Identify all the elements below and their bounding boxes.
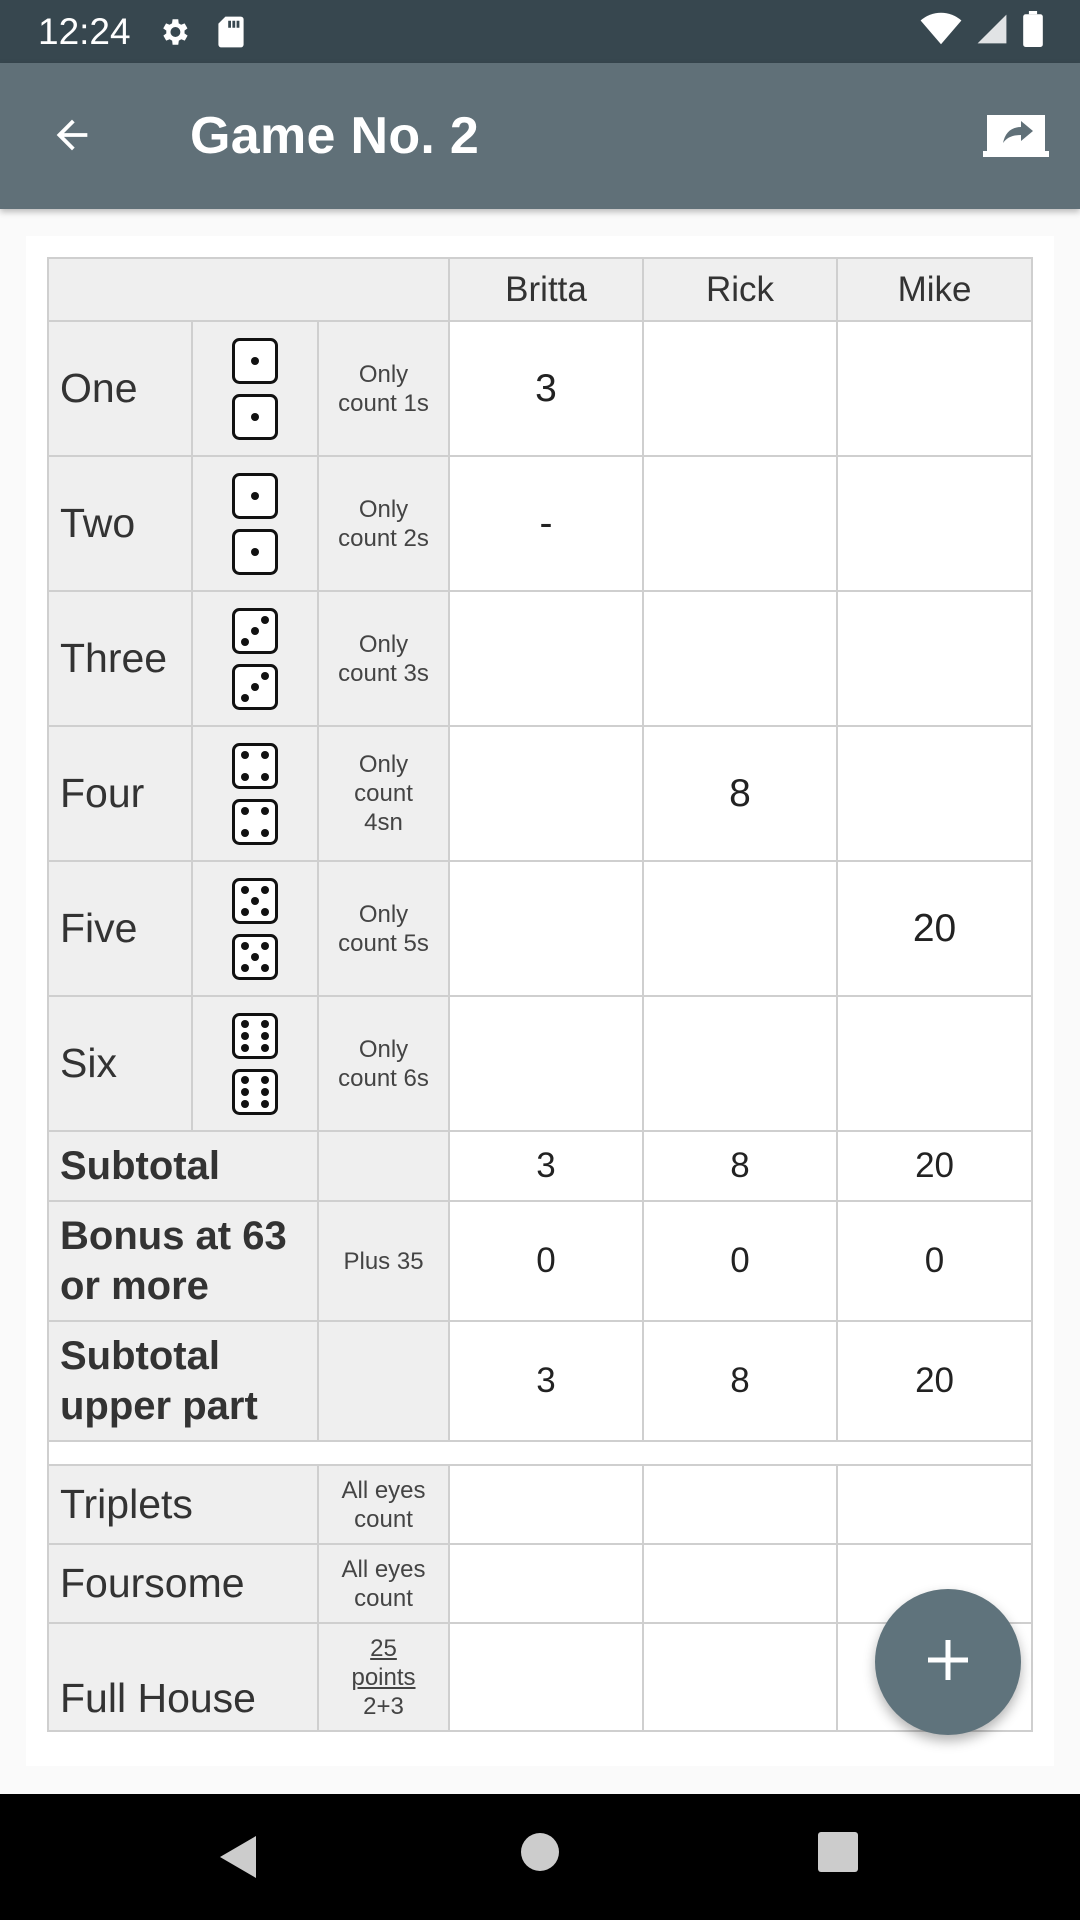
table-row-bonus: [48, 1201, 1032, 1321]
dice-three-icon: [192, 591, 318, 726]
share-icon: [983, 111, 1049, 164]
table-row-two: [48, 456, 1032, 591]
row-label: One: [48, 321, 192, 456]
row-label: Three: [48, 591, 192, 726]
nav-home-icon[interactable]: [520, 1832, 560, 1877]
score-cell-mike[interactable]: [837, 456, 1032, 591]
score-cell-britta[interactable]: [449, 591, 643, 726]
header-corner-cell: [48, 258, 449, 321]
score-sheet-card: [26, 236, 1054, 1766]
dice-six-icon: [192, 996, 318, 1131]
score-cell-britta[interactable]: [449, 996, 643, 1131]
score-cell-mike[interactable]: 20: [837, 861, 1032, 996]
row-label: Triplets: [48, 1465, 318, 1544]
score-cell-britta[interactable]: 3: [449, 321, 643, 456]
status-bar: [0, 0, 1080, 63]
page-title: Game No. 2: [190, 107, 480, 165]
player-header-mike[interactable]: Mike: [837, 258, 1032, 321]
back-arrow-icon: [49, 112, 95, 163]
signal-icon: [976, 12, 1008, 51]
table-row-three: [48, 591, 1032, 726]
score-cell-mike[interactable]: [837, 591, 1032, 726]
row-description: Only count 2s: [318, 456, 449, 591]
score-cell-britta: 0: [449, 1201, 643, 1321]
row-label: Five: [48, 861, 192, 996]
battery-icon: [1022, 11, 1044, 52]
score-cell-mike[interactable]: [837, 1465, 1032, 1544]
player-header-britta[interactable]: Britta: [449, 258, 643, 321]
dice-one-icon: [192, 321, 318, 456]
nav-back-icon[interactable]: [216, 1832, 260, 1887]
table-row-four: [48, 726, 1032, 861]
score-cell-britta[interactable]: [449, 1544, 643, 1623]
row-description: Only count 3s: [318, 591, 449, 726]
settings-icon: [157, 15, 191, 49]
status-time: 12:24: [38, 10, 131, 52]
player-header-rick[interactable]: Rick: [643, 258, 837, 321]
back-button[interactable]: [40, 105, 104, 169]
score-cell-mike: 20: [837, 1131, 1032, 1201]
score-cell-rick[interactable]: 8: [643, 726, 837, 861]
app-bar: [0, 63, 1080, 209]
score-cell-rick[interactable]: [643, 996, 837, 1131]
plus-icon: [926, 1638, 970, 1687]
row-label: Bonus at 63 or more: [48, 1201, 318, 1321]
nav-recents-icon[interactable]: [818, 1832, 858, 1877]
row-label: Four: [48, 726, 192, 861]
score-cell-mike[interactable]: [837, 996, 1032, 1131]
section-divider: [48, 1441, 1032, 1465]
score-cell-britta[interactable]: [449, 1623, 643, 1731]
row-description: Plus 35: [318, 1201, 449, 1321]
score-cell-rick[interactable]: [643, 456, 837, 591]
row-description: 25 points 2+3: [318, 1623, 449, 1731]
table-row-subtotal: [48, 1131, 1032, 1201]
add-button[interactable]: [875, 1589, 1021, 1735]
row-description: Only count 1s: [318, 321, 449, 456]
row-description: All eyes count: [318, 1465, 449, 1544]
wifi-icon: [920, 12, 962, 51]
dice-four-icon: [192, 726, 318, 861]
score-cell-rick: 8: [643, 1321, 837, 1441]
score-cell-britta: 3: [449, 1131, 643, 1201]
share-button[interactable]: [980, 107, 1052, 167]
sd-card-icon: [217, 15, 245, 49]
score-cell-britta[interactable]: [449, 861, 643, 996]
table-row-one: [48, 321, 1032, 456]
table-row-foursome: [48, 1544, 1032, 1623]
score-cell-rick[interactable]: [643, 321, 837, 456]
row-label: Subtotal: [48, 1131, 318, 1201]
score-cell-mike[interactable]: [837, 726, 1032, 861]
navigation-bar: [0, 1794, 1080, 1920]
score-cell-rick[interactable]: [643, 861, 837, 996]
score-cell-britta: 3: [449, 1321, 643, 1441]
score-cell-mike: 20: [837, 1321, 1032, 1441]
row-label: Subtotal upper part: [48, 1321, 318, 1441]
row-label: Six: [48, 996, 192, 1131]
score-cell-rick[interactable]: [643, 1623, 837, 1731]
score-cell-rick[interactable]: [643, 591, 837, 726]
score-cell-britta[interactable]: [449, 1465, 643, 1544]
row-description: Only count 4sn: [318, 726, 449, 861]
row-description: Only count 5s: [318, 861, 449, 996]
row-description: All eyes count: [318, 1544, 449, 1623]
score-cell-rick: 8: [643, 1131, 837, 1201]
table-row-six: [48, 996, 1032, 1131]
score-cell-mike[interactable]: [837, 321, 1032, 456]
row-label: Two: [48, 456, 192, 591]
row-label: Foursome: [48, 1544, 318, 1623]
score-cell-rick[interactable]: [643, 1544, 837, 1623]
dice-two-icon: [192, 456, 318, 591]
row-description: Only count 6s: [318, 996, 449, 1131]
table-row-five: [48, 861, 1032, 996]
score-cell-mike: 0: [837, 1201, 1032, 1321]
table-row-subtotal-upper: [48, 1321, 1032, 1441]
score-cell-rick: 0: [643, 1201, 837, 1321]
row-label: Full House: [48, 1623, 318, 1731]
score-cell-rick[interactable]: [643, 1465, 837, 1544]
table-row-triplets: [48, 1465, 1032, 1544]
score-table: [47, 257, 1033, 1732]
row-description: [318, 1321, 449, 1441]
dice-five-icon: [192, 861, 318, 996]
score-cell-britta[interactable]: [449, 726, 643, 861]
row-description: [318, 1131, 449, 1201]
score-cell-britta[interactable]: -: [449, 456, 643, 591]
